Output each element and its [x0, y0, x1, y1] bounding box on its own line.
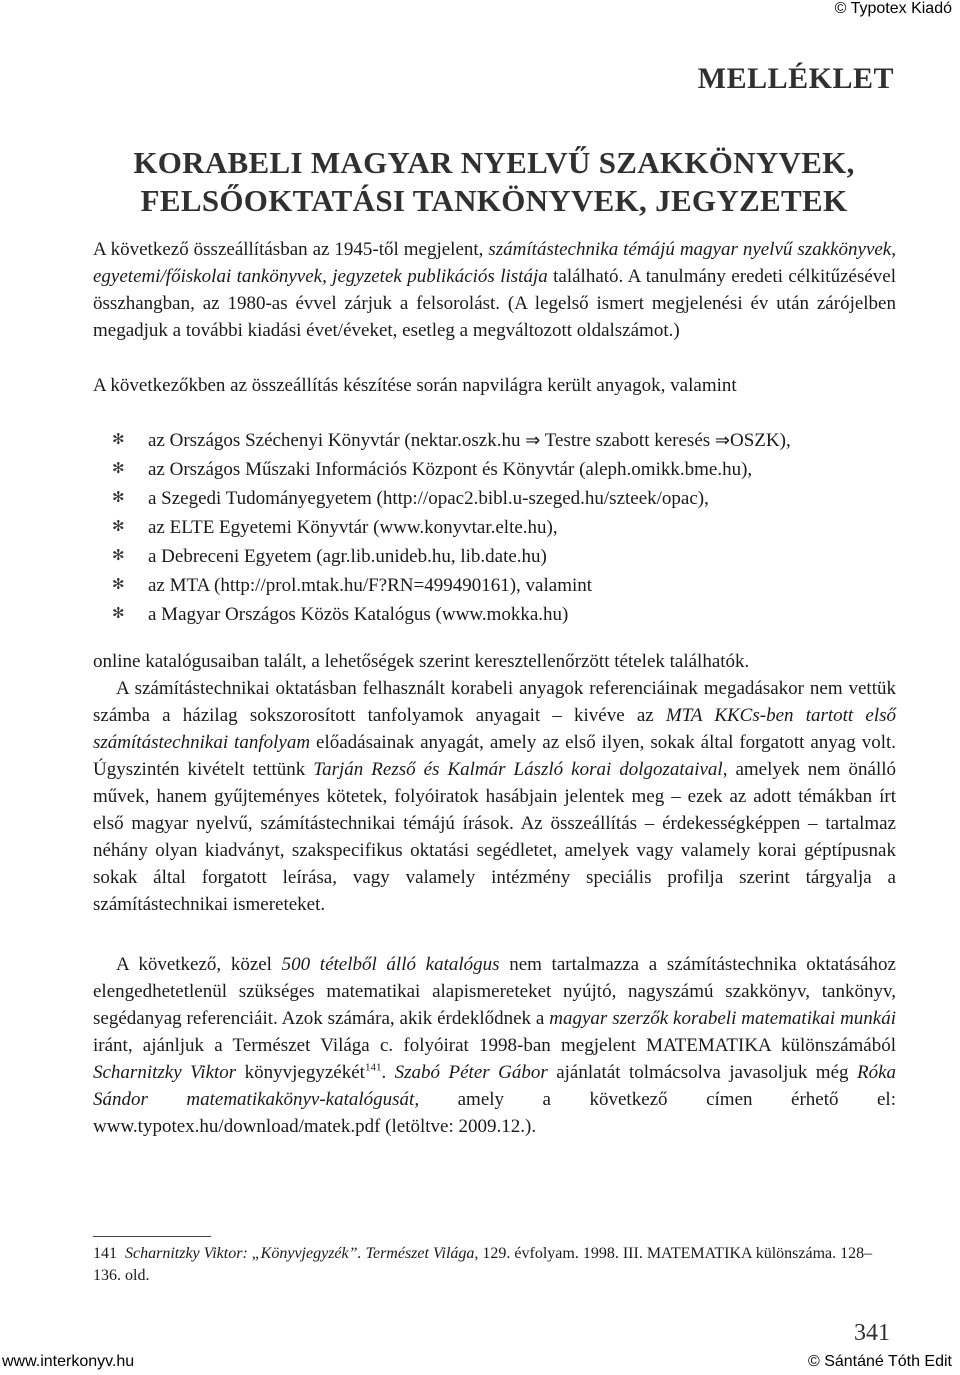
lead-sentence: A következőkben az összeállítás készítése során napvilágra került anyagok, valamint	[93, 375, 737, 396]
asterisk-bullet-icon: ✻	[112, 490, 125, 506]
source-list	[112, 426, 912, 629]
list-item	[112, 513, 912, 542]
body-italic: MTA KKCs-ben tartott első számítástechnikai tanfolyam	[93, 705, 896, 753]
body-italic: magyar szerzők korabeli matematikai munkái	[549, 1008, 897, 1029]
body-text: előadásainak anyagát, amely az első ilyen, sokak által forgatott anyag volt. Úgyszintén kivételt tettünk	[93, 732, 896, 780]
body-text: A számítástechnikai oktatásban felhasznált korabeli anyagok referenciáinak megadásakor nem vettük számba a házilag sokszorosított tanfolyamok anyagait – kivéve az	[93, 678, 896, 726]
right-arrow-icon: ⇒	[525, 430, 541, 451]
list-item	[112, 455, 912, 484]
body-italic: Tarján Rezső és Kalmár László korai dolgozataival	[313, 759, 723, 780]
section-heading: MELLÉKLET	[697, 62, 894, 95]
list-item-text: az Országos Széchenyi Könyvtár (nektar.oszk.hu	[148, 430, 521, 451]
body-text: A következő, közel	[116, 954, 282, 975]
chapter-title	[0, 144, 960, 220]
asterisk-bullet-icon: ✻	[112, 577, 125, 593]
list-item-text: a Szegedi Tudományegyetem (http://opac2.bibl.u-szeged.hu/szteek/opac),	[148, 488, 709, 509]
body-paragraph-1	[93, 675, 896, 918]
footnote-divider	[93, 1236, 211, 1237]
footnote-text: 129. évfolyam. 1998. III. MATEMATIKA különszáma. 128–136. old.	[93, 1245, 873, 1284]
list-item	[112, 426, 912, 455]
intro-paragraph	[93, 236, 896, 344]
author-watermark: © Sántáné Tóth Edit	[807, 1353, 952, 1370]
body-italic: Róka Sándor matematikakönyv-katalógusát,	[93, 1062, 897, 1110]
body-text: iránt, ajánljuk a Természet Világa c. folyóirat 1998-ban megjelent MATEMATIKA különszámából	[93, 1035, 896, 1056]
asterisk-bullet-icon: ✻	[112, 461, 125, 477]
body-text: , amelyek nem önálló művek, hanem gyűjteményes kötetek, folyóiratok hasábjain jelentek meg – ezek az adott témákban írt első magyar nyelvű, számítástechnikai témájú írások. Az összeállítás – érdekességképpen – tartalmaz néhány olyan kiadványt, szakspecifikus oktatási segédletet, amelyek vagy valamely korai géptípusnak sokak által forgatott leírása, vagy valamely intézmény speciális profilja szerint tárgyalja a számítástechnikai ismereteket.	[93, 759, 897, 915]
asterisk-bullet-icon: ✻	[112, 519, 125, 535]
chapter-title-line-2: FELSŐOKTATÁSI TANKÖNYVEK, JEGYZETEK	[140, 183, 848, 218]
intro-italic-1: számítástechnika témájú magyar nyelvű szakkönyvek, egyetemi/főiskolai tankönyvek, jegyzetek publikációs listája	[93, 239, 896, 287]
list-item-text: a Magyar Országos Közös Katalógus (www.mokka.hu)	[148, 604, 569, 625]
body-italic: Szabó Péter Gábor	[394, 1062, 548, 1083]
publisher-watermark: © Typotex Kiadó	[834, 0, 952, 17]
body-text: könyvjegyzékét	[236, 1062, 365, 1083]
list-item	[112, 484, 912, 513]
list-item-text: a Debreceni Egyetem (agr.lib.unideb.hu, lib.date.hu)	[148, 546, 547, 567]
list-item	[112, 600, 912, 629]
page-number: 341	[854, 1320, 890, 1346]
list-item	[112, 571, 912, 600]
asterisk-bullet-icon: ✻	[112, 606, 125, 622]
list-item-text: az MTA (http://prol.mtak.hu/F?RN=499490161), valamint	[148, 575, 593, 596]
list-item-text: OSZK),	[730, 430, 791, 451]
body-italic: Scharnitzky Viktor	[93, 1062, 237, 1083]
list-item-text: az ELTE Egyetemi Könyvtár (www.konyvtar.elte.hu),	[148, 517, 558, 538]
body-paragraph-2	[93, 951, 896, 1140]
intro-text-1: A következő összeállításban az 1945-től megjelent,	[93, 239, 489, 260]
body-text: nem tartalmazza a számítástechnika oktatásához elengedhetetlenül szükséges matematikai alapismereteket nyújtó, nagyszámú szakkönyv, tankönyv, segédanyag referenciáit. Azok számára, akik érdeklődnek a	[93, 954, 896, 1029]
list-item-text: az Országos Műszaki Információs Központ és Könyvtár (aleph.omikk.bme.hu),	[148, 459, 753, 480]
body-text: amely a következő címen érhető el: www.typotex.hu/download/matek.pdf (letöltve: 2009.12.).	[93, 1089, 896, 1137]
chapter-title-line-1: KORABELI MAGYAR NYELVŰ SZAKKÖNYVEK,	[133, 145, 855, 180]
intro-text-2: található. A tanulmány eredeti célkitűzésével összhangban, az 1980-as évvel zárjuk a felsorolást. (A legelső ismert megjelenési év után zárójelben megadjuk a további kiadási évet/éveket, esetleg a megváltozott oldalszámot.)	[93, 266, 896, 341]
footnote-reference: 141	[364, 1061, 382, 1074]
list-item-text: Testre szabott keresés	[544, 430, 711, 451]
asterisk-bullet-icon: ✻	[112, 548, 125, 564]
body-text: .	[381, 1062, 395, 1083]
body-text: ajánlatát tolmácsolva javasoljuk még	[547, 1062, 857, 1083]
footnote	[93, 1243, 896, 1287]
footnote-number: 141	[93, 1245, 117, 1262]
asterisk-bullet-icon: ✻	[112, 432, 125, 448]
after-list-sentence: online katalógusaiban talált, a lehetőségek szerint keresztellenőrzött tételek találhatók.	[93, 651, 750, 672]
body-italic: 500 tételből álló katalógus	[281, 954, 500, 975]
website-watermark: www.interkonyv.hu	[2, 1353, 135, 1370]
right-arrow-icon: ⇒	[714, 430, 730, 451]
footnote-italic: Scharnitzky Viktor: „Könyvjegyzék”. Természet Világa,	[125, 1245, 479, 1262]
list-item	[112, 542, 912, 571]
